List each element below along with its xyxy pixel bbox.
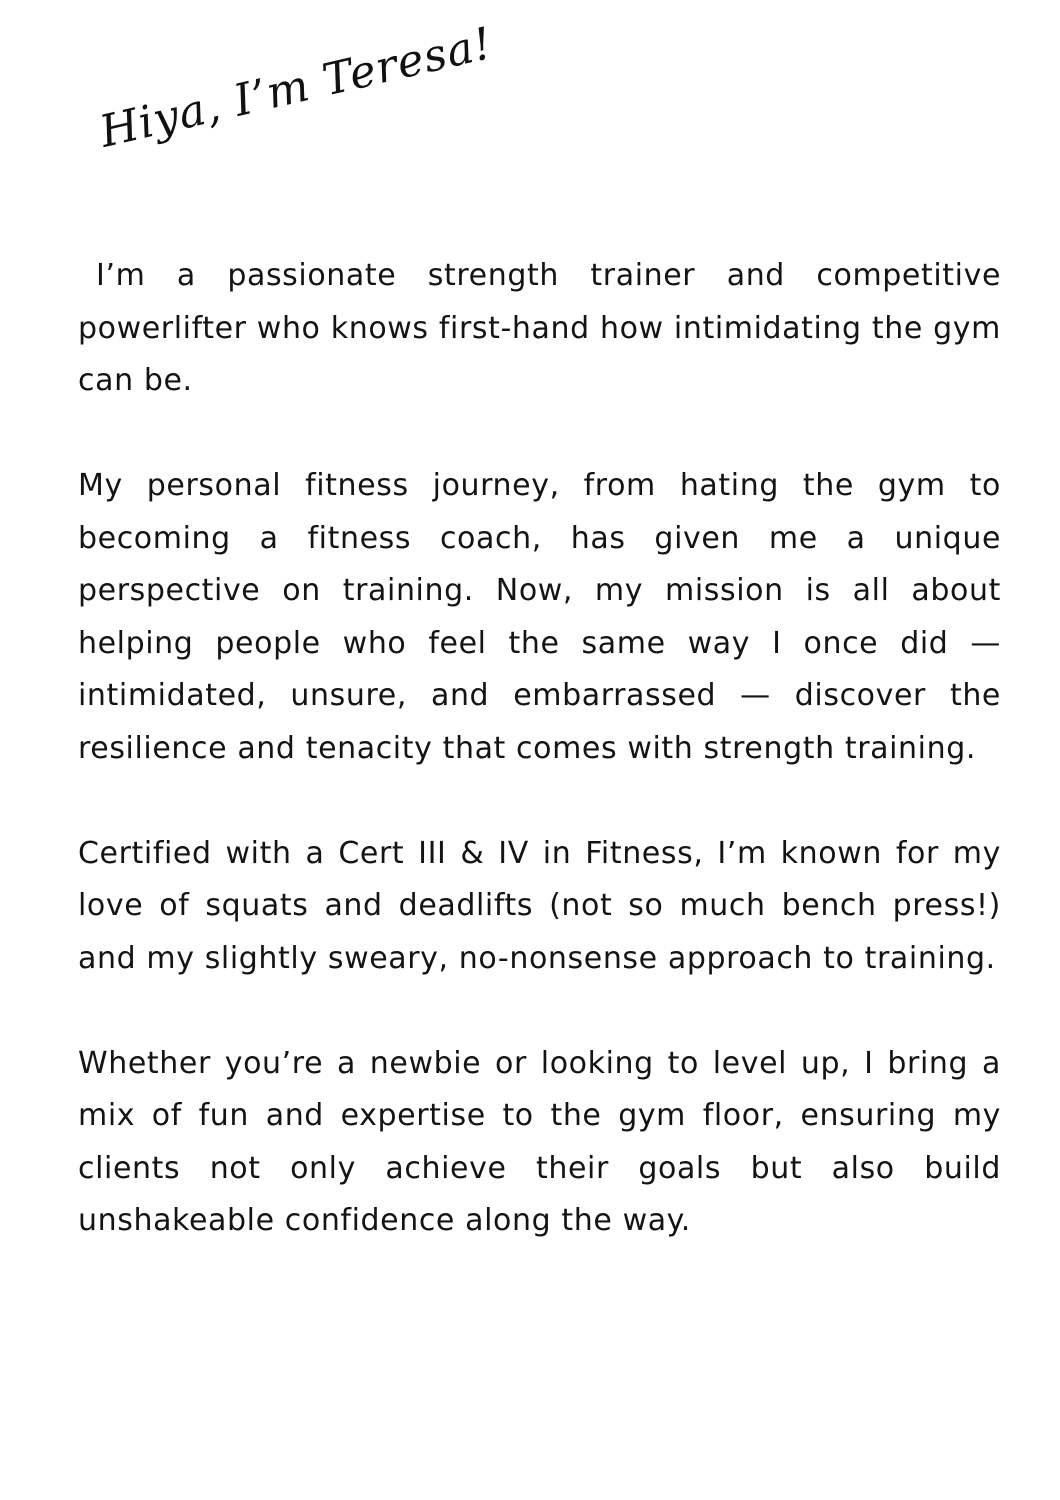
bio-paragraph-certification: Certified with a Cert III & IV in Fitness, I’m known for my love of squats and deadlifts (not so much bench press!) and my slightly sweary, no-nonsense approach to training. (78, 835, 1001, 976)
bio-paragraph-journey: My personal fitness journey, from hating the gym to becoming a fitness coach, has given me a unique perspective on training. Now, my mission is all about helping people who feel the same way I once did — intimidated, unsure, and embarrassed — discover the resilience and tenacity that comes with strength training. (78, 468, 1001, 766)
greeting-heading: Hiya, I’m Teresa! (95, 17, 498, 158)
bio-text (78, 250, 1001, 1248)
bio-paragraph-approach: Whether you’re a newbie or looking to level up, I bring a mix of fun and expertise to the gym floor, ensuring my clients not only achieve their goals but also build unshakeable confidence along the way. (78, 1045, 1001, 1238)
bio-paragraph-intro: I’m a passionate strength trainer and competitive powerlifter who knows first-hand how intimidating the gym can be. (78, 258, 1001, 398)
